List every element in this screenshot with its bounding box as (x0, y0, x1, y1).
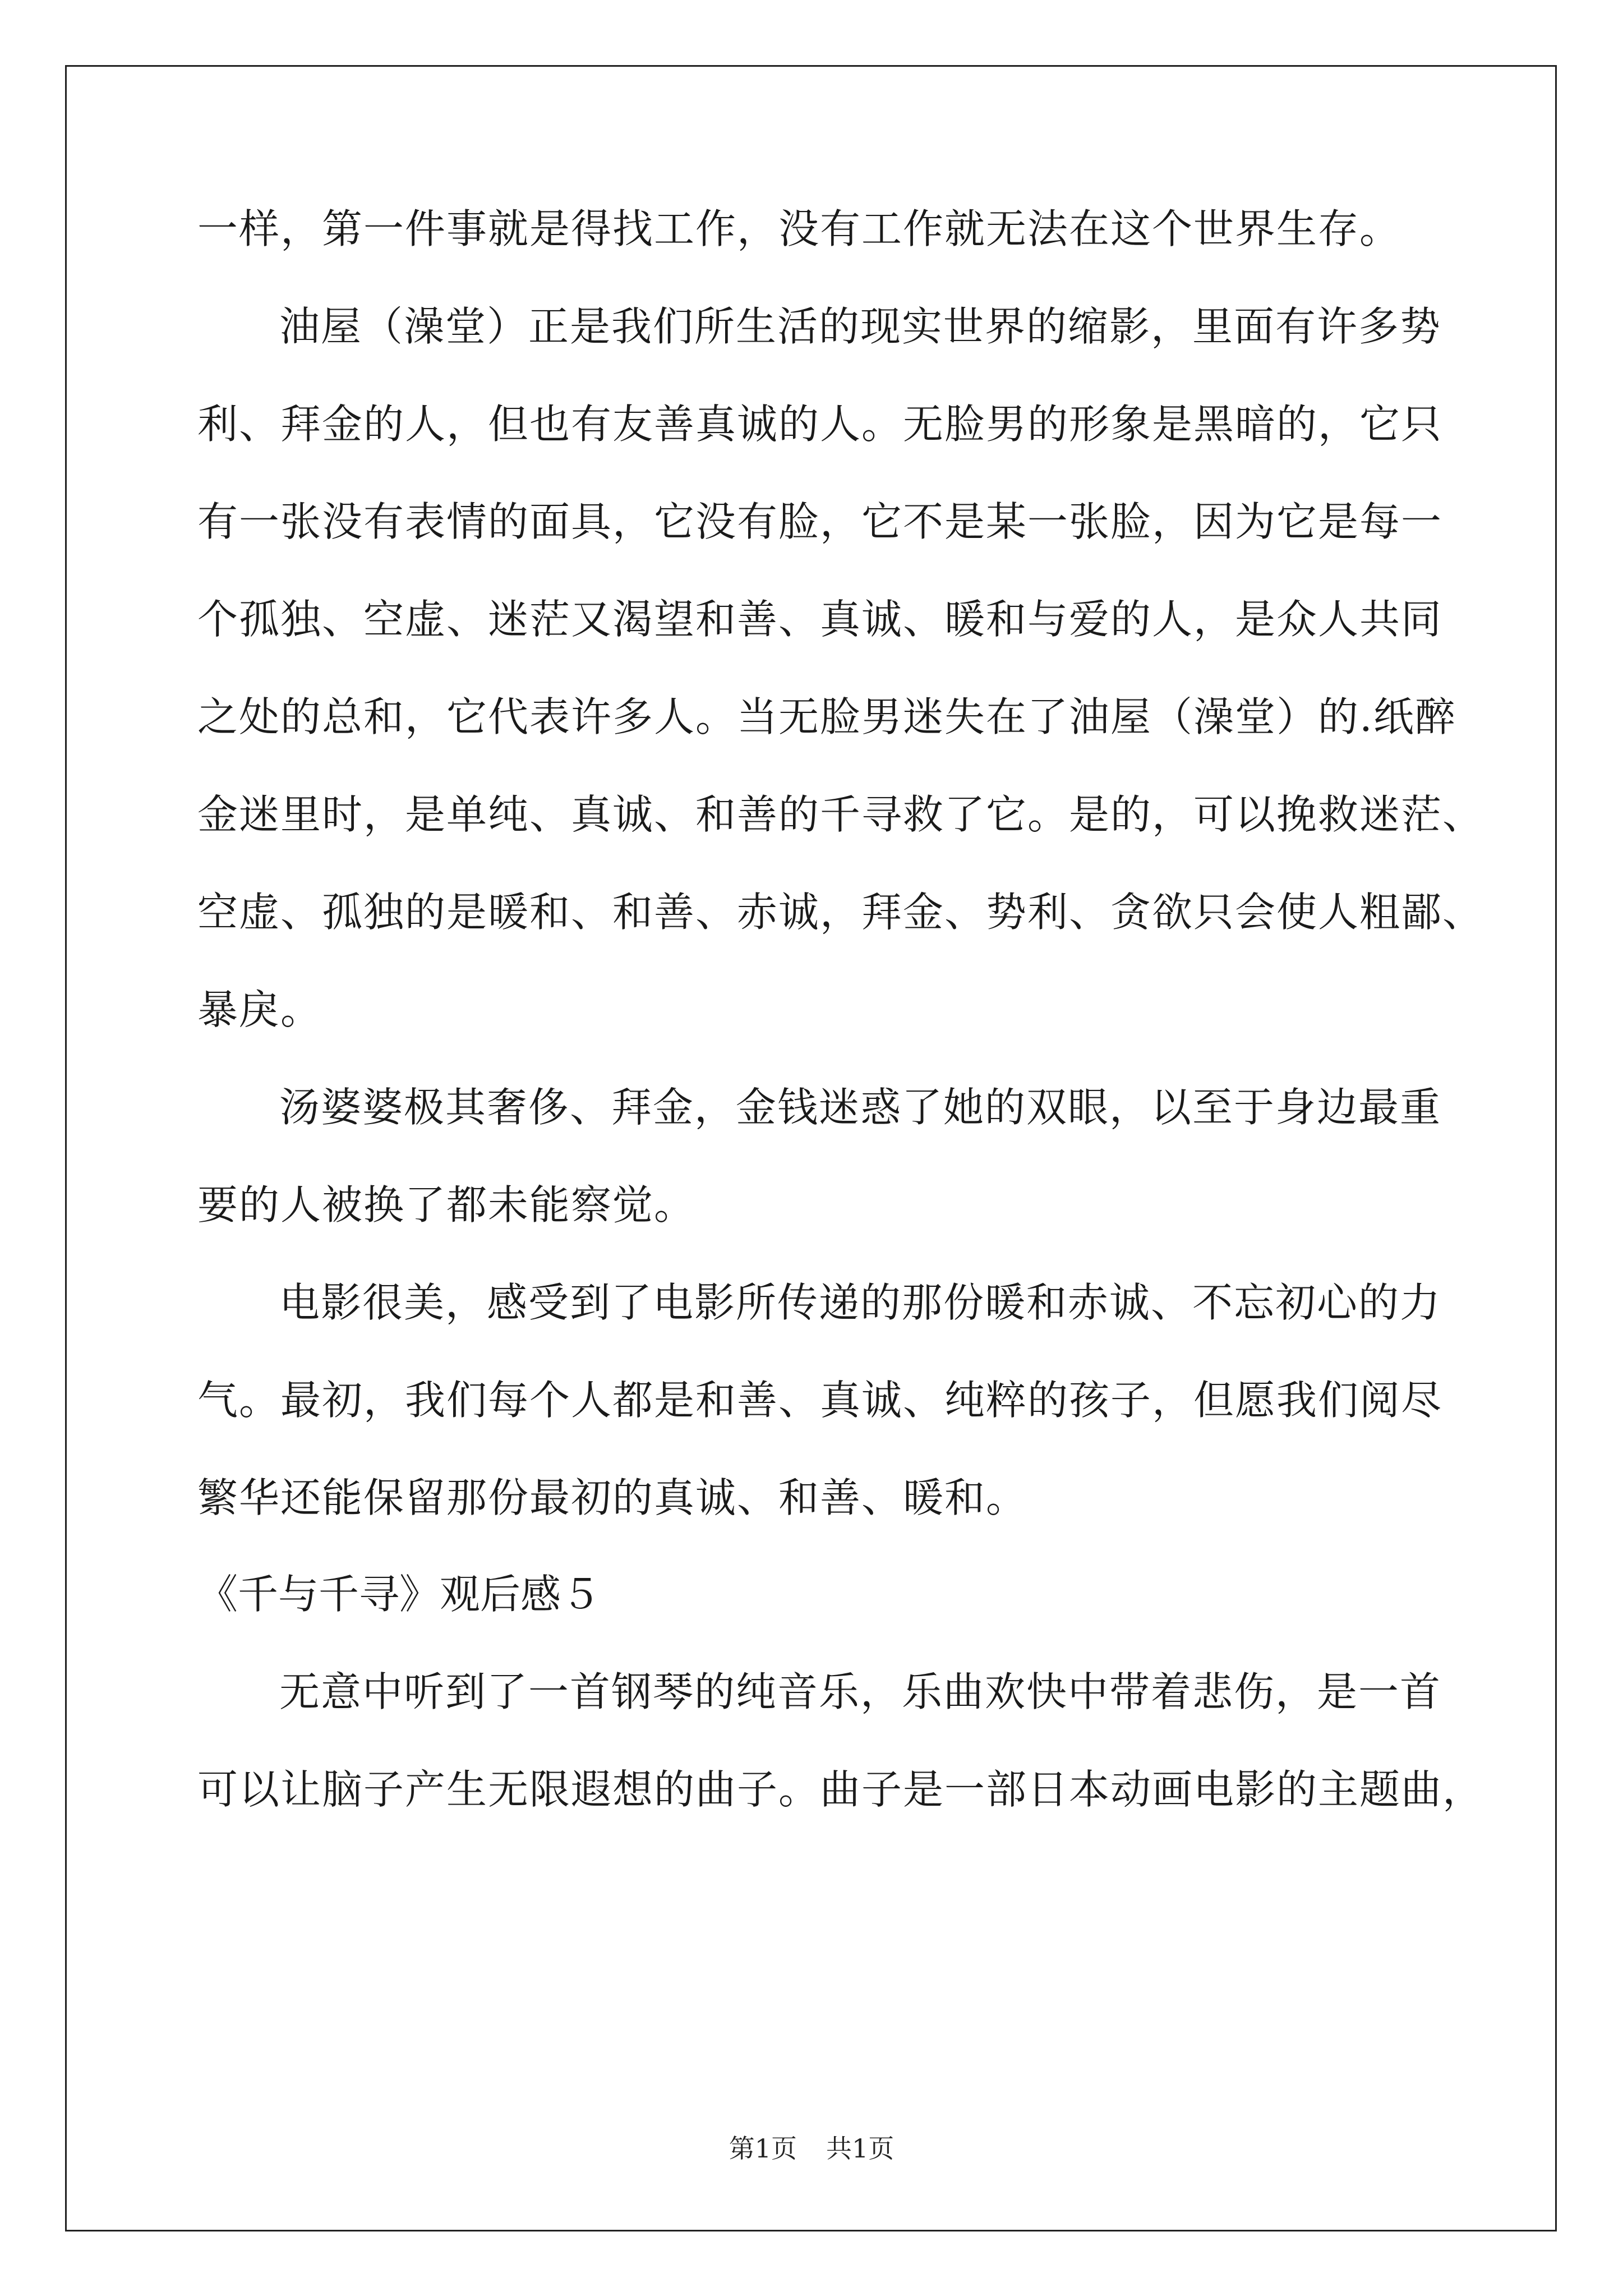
text-line: 要的人被换了都未能察觉。 (197, 1181, 696, 1228)
text-line: 可以让脑子产生无限遐想的曲子。曲子是一部日本动画电影的主题曲， (197, 1766, 1484, 1813)
text-line: 利、拜金的人，但也有友善真诚的人。无脸男的形象是黑暗的，它只 (197, 401, 1443, 448)
text-line: 气。最初，我们每个人都是和善、真诚、纯粹的孩子，但愿我们阅尽 (197, 1377, 1443, 1424)
text-line: 一样，第一件事就是得找工作，没有工作就无法在这个世界生存。 (197, 205, 1401, 252)
text-line: 个孤独、空虚、迷茫又渴望和善、真诚、暖和与爱的人，是众人共同 (197, 596, 1443, 643)
page-footer (0, 2132, 1623, 2165)
text-line: 空虚、孤独的是暖和、和善、赤诚，拜金、势利、贪欲只会使人粗鄙、 (197, 889, 1484, 936)
text-line: 金迷里时，是单纯、真诚、和善的千寻救了它。是的，可以挽救迷茫、 (197, 791, 1484, 838)
page-border (65, 65, 1557, 2231)
paragraph-start: 汤婆婆极其奢侈、拜金，金钱迷惑了她的双眼，以至于身边最重 (279, 1084, 1442, 1131)
section-heading: 《千与千寻》观后感５ (197, 1571, 602, 1618)
page-total: 共1页 (826, 2133, 895, 2164)
text-line: 繁华还能保留那份最初的真诚、和善、暖和。 (197, 1474, 1028, 1521)
paragraph-start: 电影很美，感受到了电影所传递的那份暖和赤诚、不忘初心的力 (279, 1279, 1442, 1326)
paragraph-start: 油屋（澡堂）正是我们所生活的现实世界的缩影，里面有许多势 (279, 303, 1442, 350)
text-line: 有一张没有表情的面具，它没有脸，它不是某一张脸，因为它是每一 (197, 498, 1443, 545)
paragraph-start: 无意中听到了一首钢琴的纯音乐，乐曲欢快中带着悲伤，是一首 (279, 1668, 1442, 1715)
page-number: 第1页 (728, 2133, 797, 2164)
text-line: 暴戾。 (197, 986, 322, 1033)
text-line: 之处的总和，它代表许多人。当无脸男迷失在了油屋（澡堂）的.纸醉 (197, 693, 1456, 740)
